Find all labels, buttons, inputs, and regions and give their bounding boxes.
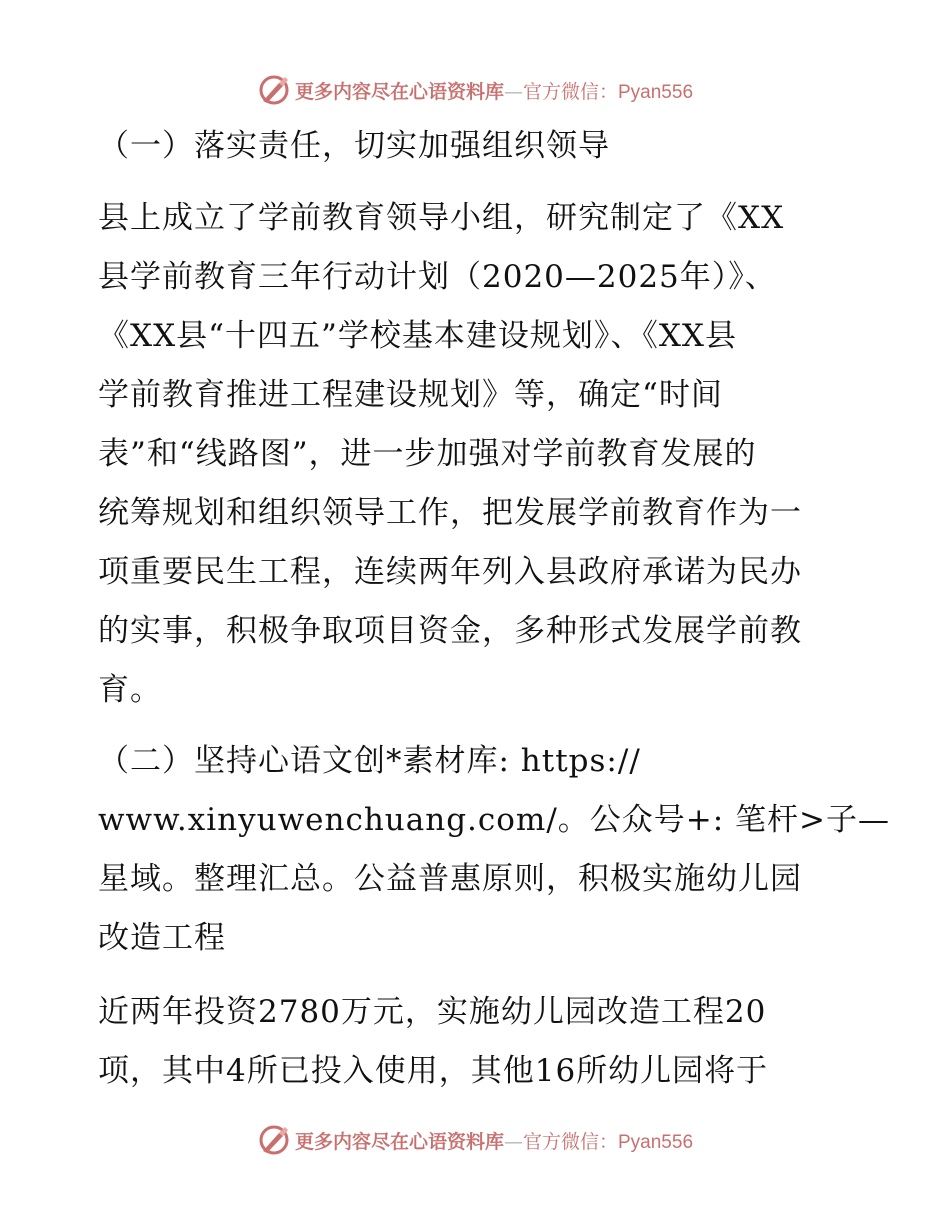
text-line: 学前教育推进工程建设规划》等，确定“时间: [98, 377, 723, 413]
banner-text: [295, 77, 693, 104]
text-line: 项重要民生工程，连续两年列入县政府承诺为民办: [98, 554, 802, 590]
text-line: 县上成立了学前教育领导小组，研究制定了《XX: [98, 200, 785, 236]
banner-wechat-label: 官方微信：: [522, 1130, 618, 1153]
text-line: （一）落实责任，切实加强组织领导: [98, 128, 610, 164]
text-line: 表”和“线路图”，进一步加强对学前教育发展的: [98, 436, 757, 472]
banner-wechat-id: Pyan556: [618, 81, 694, 103]
paragraph-1: [98, 189, 858, 720]
pen-logo-icon: [257, 73, 291, 107]
section-heading-2: [98, 732, 891, 968]
banner-wechat-label: 官方微信：: [522, 80, 618, 103]
banner-main-text: 更多内容尽在心语资料库: [294, 1130, 504, 1153]
text-line: 县学前教育三年行动计划（2020—2025年）》、: [98, 259, 777, 295]
text-line: 统筹规划和组织领导工作，把发展学前教育作为一: [98, 495, 802, 531]
banner-wechat-id: Pyan556: [618, 1131, 694, 1153]
text-line: www.xinyuwenchuang.com/。公众号+: 笔杆>子—: [98, 802, 891, 838]
banner-text: [295, 1127, 693, 1154]
paragraph-2: [98, 983, 858, 1101]
text-line: 项，其中4所已投入使用，其他16所幼儿园将于: [98, 1053, 769, 1089]
text-line: 育。: [98, 672, 162, 708]
banner-separator: —: [503, 80, 523, 103]
banner-main-text: 更多内容尽在心语资料库: [294, 80, 504, 103]
text-line: 近两年投资2780万元，实施幼儿园改造工程20: [98, 994, 767, 1030]
text-line: （二）坚持心语文创*素材库: https://: [98, 743, 641, 779]
text-line: 的实事，积极争取项目资金，多种形式发展学前教: [98, 613, 802, 649]
text-line: 星域。整理汇总。公益普惠原则，积极实施幼儿园: [98, 861, 802, 897]
section-heading-1: [98, 117, 858, 176]
pen-logo-icon: [257, 1123, 291, 1157]
banner-separator: —: [503, 1130, 523, 1153]
text-line: 《XX县“十四五”学校基本建设规划》、《XX县: [98, 318, 737, 354]
header-banner: [0, 70, 950, 110]
footer-banner: [0, 1120, 950, 1160]
text-line: 改造工程: [98, 920, 226, 956]
